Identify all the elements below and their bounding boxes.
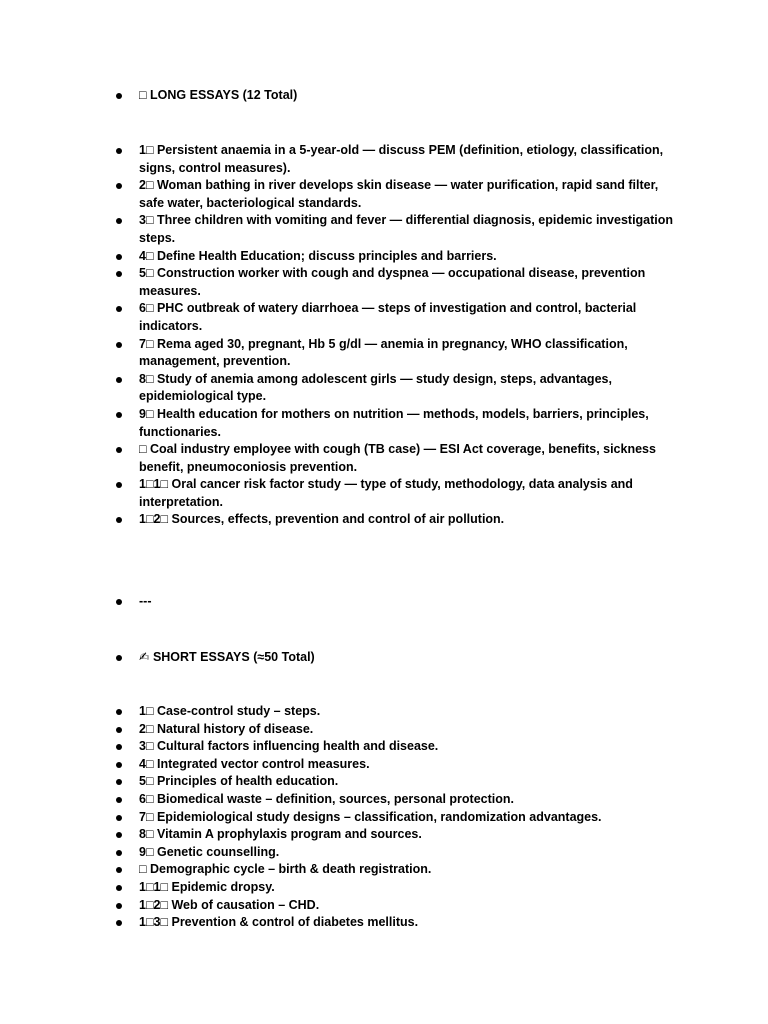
- long-essays-heading-block: [139, 87, 674, 105]
- list-item: 8□ Vitamin A prophylaxis program and sources.: [139, 826, 674, 844]
- list-item: 1□3□ Prevention & control of diabetes mellitus.: [139, 914, 674, 932]
- list-item: 1□2□ Sources, effects, prevention and control of air pollution.: [139, 511, 674, 529]
- separator: ---: [139, 593, 674, 611]
- list-item: 5□ Principles of health education.: [139, 773, 674, 791]
- list-item: 6□ PHC outbreak of watery diarrhoea — steps of investigation and control, bacterial indicators.: [139, 300, 674, 335]
- list-item: 5□ Construction worker with cough and dyspnea — occupational disease, prevention measures.: [139, 265, 674, 300]
- list-item: 2□ Natural history of disease.: [139, 721, 674, 739]
- long-essays-list: [139, 142, 674, 529]
- short-essays-heading: ✍ SHORT ESSAYS (≈50 Total): [139, 649, 674, 667]
- list-item: 1□1□ Epidemic dropsy.: [139, 879, 674, 897]
- list-item: 1□2□ Web of causation – CHD.: [139, 897, 674, 915]
- list-item: □ Demographic cycle – birth & death registration.: [139, 861, 674, 879]
- list-item: 4□ Define Health Education; discuss principles and barriers.: [139, 248, 674, 266]
- list-item: 7□ Epidemiological study designs – classification, randomization advantages.: [139, 809, 674, 827]
- list-item: 9□ Genetic counselling.: [139, 844, 674, 862]
- list-item: 1□ Case-control study – steps.: [139, 703, 674, 721]
- list-item: 8□ Study of anemia among adolescent girls — study design, steps, advantages, epidemiological type.: [139, 371, 674, 406]
- long-essays-heading: □ LONG ESSAYS (12 Total): [139, 87, 674, 105]
- list-item: 1□1□ Oral cancer risk factor study — type of study, methodology, data analysis and interpretation.: [139, 476, 674, 511]
- list-item: 3□ Cultural factors influencing health and disease.: [139, 738, 674, 756]
- list-item: 4□ Integrated vector control measures.: [139, 756, 674, 774]
- separator-block: [139, 593, 674, 611]
- list-item: 3□ Three children with vomiting and fever — differential diagnosis, epidemic investigation steps.: [139, 212, 674, 247]
- short-essays-list: [139, 703, 674, 932]
- short-essays-heading-block: [139, 649, 674, 667]
- list-item: 1□ Persistent anaemia in a 5-year-old — discuss PEM (definition, etiology, classification, signs, control measures).: [139, 142, 674, 177]
- list-item: □ Coal industry employee with cough (TB case) — ESI Act coverage, benefits, sickness benefit, pneumoconiosis prevention.: [139, 441, 674, 476]
- list-item: 2□ Woman bathing in river develops skin disease — water purification, rapid sand filter, safe water, bacteriological standards.: [139, 177, 674, 212]
- list-item: 9□ Health education for mothers on nutrition — methods, models, barriers, principles, functionaries.: [139, 406, 674, 441]
- list-item: 6□ Biomedical waste – definition, sources, personal protection.: [139, 791, 674, 809]
- list-item: 7□ Rema aged 30, pregnant, Hb 5 g/dl — anemia in pregnancy, WHO classification, management, prevention.: [139, 336, 674, 371]
